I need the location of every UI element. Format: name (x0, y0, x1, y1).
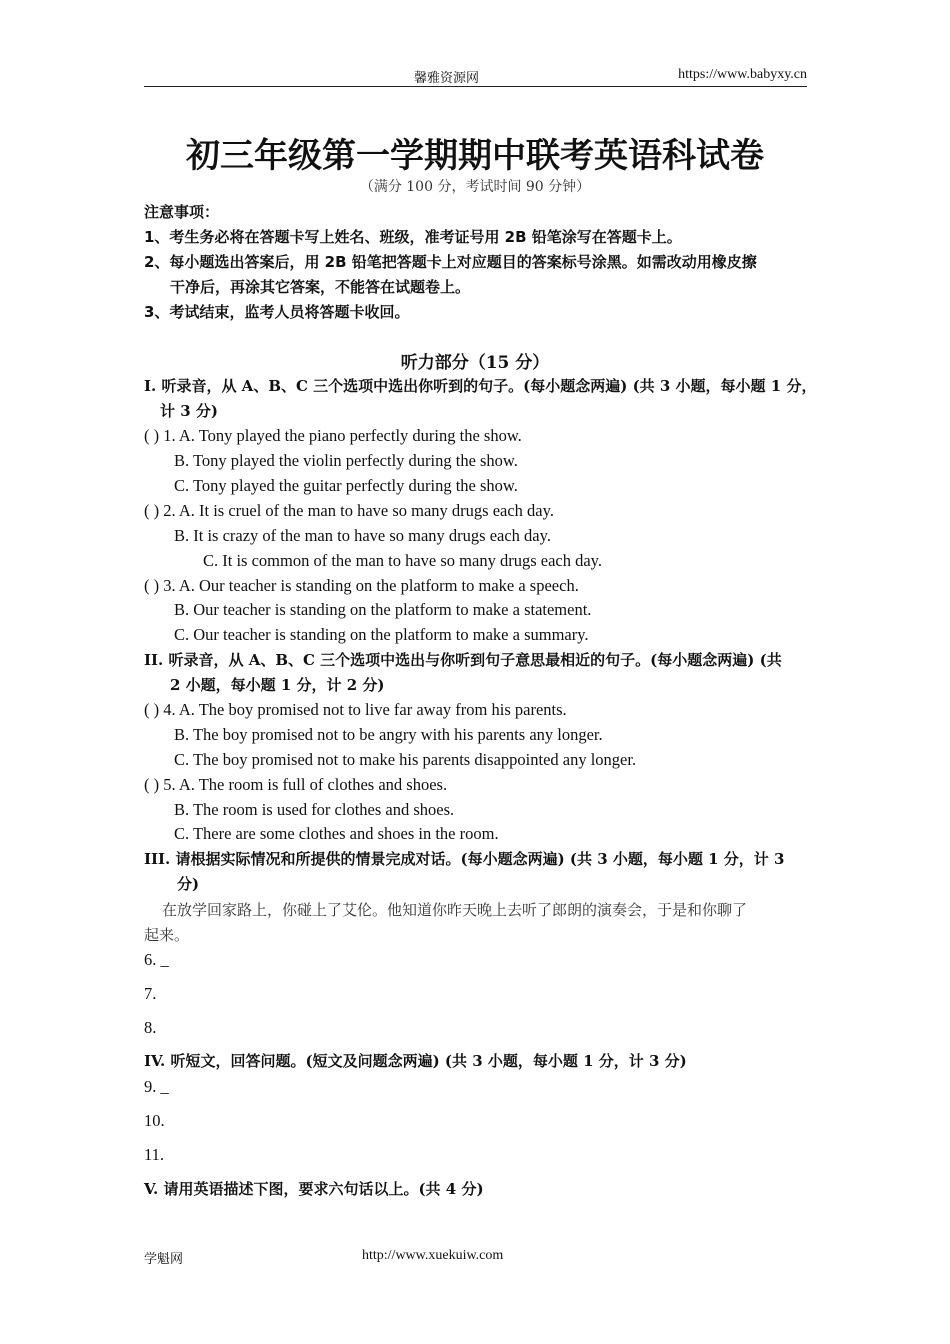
answer-line-7[interactable]: 7. (144, 984, 157, 1003)
part3-context-b: 起来。 (144, 926, 190, 944)
part3-context-a: 在放学回家路上，你碰上了艾伦。他知道你昨天晚上去听了郎朗的演奏会，于是和你聊了 (162, 901, 748, 919)
question-3-option-b: B. Our teacher is standing on the platform to make a statement. (174, 600, 592, 619)
page-header (144, 66, 807, 87)
question-4-option-c: C. The boy promised not to make his parents disappointed any longer. (174, 750, 637, 769)
listening-heading: 听力部分（15 分） (400, 353, 550, 373)
part2-instruction-b: 2 小题，每小题 1 分，计 2 分) (170, 676, 385, 694)
question-1-option-c: C. Tony played the guitar perfectly during the show. (174, 476, 518, 495)
header-url[interactable]: https://www.babyxy.cn (678, 67, 807, 82)
part1-instruction-a: I. 听录音，从 A、B、C 三个选项中选出你听到的句子。(每小题念两遍) (共 3 小题，每小题 1 分， (144, 377, 817, 395)
question-5-option-b: B. The room is used for clothes and shoes. (174, 800, 455, 819)
notes-item-1: 1、考生务必将在答题卡写上姓名、班级，准考证号用 2B 铅笔涂写在答题卡上。 (144, 228, 682, 246)
question-1-option-a: ( ) 1. A. Tony played the piano perfectly during the show. (144, 426, 522, 445)
question-2-option-a: ( ) 2. A. It is cruel of the man to have so many drugs each day. (144, 501, 554, 520)
answer-line-9[interactable]: 9. _ (144, 1077, 169, 1096)
question-2-option-c: C. It is common of the man to have so many drugs each day. (203, 551, 602, 570)
notes-heading: 注意事项： (144, 203, 220, 221)
question-1-option-b: B. Tony played the violin perfectly during the show. (174, 451, 518, 470)
question-4-option-b: B. The boy promised not to be angry with his parents any longer. (174, 725, 603, 744)
page-footer (144, 1248, 504, 1267)
part3-instruction-a: III. 请根据实际情况和所提供的情景完成对话。(每小题念两遍) (共 3 小题，每小题 1 分，计 3 (144, 850, 785, 868)
notes-item-2b: 干净后，再涂其它答案，不能答在试题卷上。 (170, 278, 471, 296)
part5-instruction: V. 请用英语描述下图，要求六句话以上。(共 4 分) (144, 1180, 484, 1198)
answer-line-8[interactable]: 8. (144, 1018, 157, 1037)
question-2-option-b: B. It is crazy of the man to have so many drugs each day. (174, 526, 551, 545)
exam-title: 初三年级第一学期期中联考英语科试卷 (186, 136, 764, 176)
question-3-option-a: ( ) 3. A. Our teacher is standing on the platform to make a speech. (144, 576, 579, 595)
header-site-name: 馨雅资源网 (414, 71, 480, 86)
answer-line-6[interactable]: 6. _ (144, 950, 169, 969)
part3-instruction-b: 分) (177, 875, 200, 893)
question-5-option-c: C. There are some clothes and shoes in the room. (174, 824, 499, 843)
part1-instruction-b: 计 3 分) (160, 402, 218, 420)
notes-item-2a: 2、每小题选出答案后，用 2B 铅笔把答题卡上对应题目的答案标号涂黑。如需改动用橡皮擦 (144, 253, 757, 271)
part4-instruction: IV. 听短文，回答问题。(短文及问题念两遍) (共 3 小题，每小题 1 分，计 3 分) (144, 1052, 687, 1070)
question-4-option-a: ( ) 4. A. The boy promised not to live far away from his parents. (144, 700, 567, 719)
exam-subtitle: （满分 100 分，考试时间 90 分钟） (359, 179, 591, 195)
question-5-option-a: ( ) 5. A. The room is full of clothes and shoes. (144, 775, 448, 794)
footer-site-name: 学魁网 (144, 1252, 184, 1267)
footer-url[interactable]: http://www.xuekuiw.com (362, 1248, 504, 1263)
notes-item-3: 3、考试结束，监考人员将答题卡收回。 (144, 303, 410, 321)
part2-instruction-a: II. 听录音，从 A、B、C 三个选项中选出与你听到句子意思最相近的句子。(每小题念两遍) (共 (144, 651, 782, 669)
question-3-option-c: C. Our teacher is standing on the platform to make a summary. (174, 625, 589, 644)
answer-line-11[interactable]: 11. (144, 1145, 165, 1164)
answer-line-10[interactable]: 10. (144, 1111, 165, 1130)
